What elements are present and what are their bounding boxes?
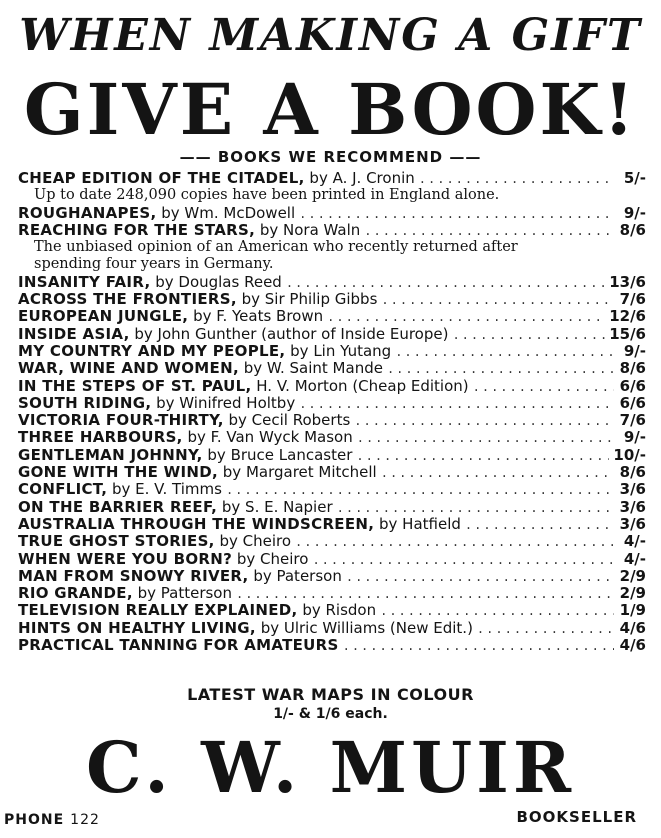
dot-leader [295,534,614,550]
phone-line [4,812,100,828]
book-price: 13/6 [609,273,646,291]
book-row [18,412,646,429]
dot-leader [465,517,614,533]
book-title: HINTS ON HEALTHY LIVING, [18,619,256,637]
book-author: by F. Van Wyck Mason [182,429,353,447]
book-price: 1/9 [619,602,646,620]
book-row [18,568,646,585]
book-title: MY COUNTRY AND MY PEOPLE, [18,342,286,360]
book-title: INSANITY FAIR, [18,273,151,291]
headline-give-a-book: GIVE A BOOK! [23,68,638,151]
book-title: TELEVISION REALLY EXPLAINED, [18,602,298,620]
dot-leader [452,327,605,343]
dot-leader [236,586,614,602]
book-author: by F. Yeats Brown [188,308,324,326]
book-price: 9/- [623,429,646,447]
book-price: 15/6 [609,325,646,343]
book-row [18,551,646,568]
book-author: by Nora Waln [255,221,361,239]
book-title: WAR, WINE AND WOMEN, [18,360,239,378]
book-price: 4/- [623,550,646,568]
book-price: 7/6 [619,291,646,309]
book-row [18,585,646,602]
dot-leader [337,500,614,516]
book-row [18,602,646,619]
book-title: ACROSS THE FRONTIERS, [18,291,237,309]
book-title: CHEAP EDITION OF THE CITADEL, [18,170,305,187]
book-row [18,637,646,654]
book-price: 3/6 [619,498,646,516]
book-title: ON THE BARRIER REEF, [18,498,218,516]
book-author: by Risdon [297,602,377,620]
book-title: THREE HARBOURS, [18,429,183,447]
book-price: 7/6 [619,412,646,430]
dot-leader [473,379,614,395]
dot-leader [299,396,614,412]
book-row [18,274,646,291]
book-row [18,533,646,550]
books-we-recommend-heading: —— BOOKS WE RECOMMEND —— [179,148,482,166]
dot-leader [364,223,614,239]
book-title: AUSTRALIA THROUGH THE WINDSCREEN, [18,515,375,533]
dot-leader [381,465,614,481]
book-author: by Ulric Williams (New Edit.) [255,619,473,637]
book-price: 2/9 [619,567,646,585]
book-price: 8/6 [619,221,646,239]
trade-label: BOOKSELLER [516,808,637,826]
book-row [18,326,646,343]
book-row [18,378,646,395]
book-note: The unbiased opinion of an American who recently returned after [34,239,518,256]
dot-leader [226,482,614,498]
dot-leader [299,206,614,222]
dot-leader [346,569,614,585]
book-title: REACHING FOR THE STARS, [18,221,256,239]
book-price: 10/- [613,446,646,464]
book-title: CONFLICT, [18,481,108,499]
book-row [18,516,646,533]
book-price: 3/6 [619,481,646,499]
book-row [18,395,646,412]
book-title: RIO GRANDE, [18,585,133,603]
war-maps-heading: LATEST WAR MAPS IN COLOUR [187,685,474,704]
book-author: by Sir Philip Gibbs [236,291,378,309]
book-row [18,170,646,187]
book-author: by Cecil Roberts [223,412,351,430]
book-title: INSIDE ASIA, [18,325,130,343]
book-price: 8/6 [619,464,646,482]
book-title: GONE WITH THE WIND, [18,464,219,482]
phone-number: 122 [70,812,100,828]
book-author: by Bruce Lancaster [202,446,353,464]
book-price: 4/6 [619,637,646,655]
book-price: 2/9 [619,585,646,603]
book-title: WHEN WERE YOU BORN? [18,550,233,568]
book-title: ROUGHANAPES, [18,204,157,222]
book-author: by Patterson [132,585,232,603]
book-title: TRUE GHOST STORIES, [18,533,215,551]
war-maps-price: 1/- & 1/6 each. [273,706,388,722]
book-note: Up to date 248,090 copies have been printed in England alone. [34,187,500,204]
phone-label: PHONE [4,812,65,828]
book-title: PRACTICAL TANNING FOR AMATEURS [18,637,339,655]
book-title: VICTORIA FOUR-THIRTY, [18,412,224,430]
book-price: 8/6 [619,360,646,378]
book-row [18,429,646,446]
book-author: by E. V. Timms [107,481,222,499]
book-row [18,205,646,222]
book-title: GENTLEMAN JOHNNY, [18,446,203,464]
book-title: IN THE STEPS OF ST. PAUL, [18,377,252,395]
book-row [18,291,646,308]
book-author: by Winifred Holtby [151,394,296,412]
book-title: MAN FROM SNOWY RIVER, [18,567,249,585]
book-row [18,360,646,377]
dot-leader [286,275,605,291]
book-row [18,481,646,498]
book-author: by Wm. McDowell [156,204,296,222]
book-list [18,170,646,654]
book-title: EUROPEAN JUNGLE, [18,308,189,326]
shop-name: C. W. MUIR [85,726,576,809]
book-title: SOUTH RIDING, [18,394,152,412]
dot-leader [354,413,614,429]
book-row [18,222,646,239]
dot-leader [419,171,614,187]
book-author: by Cheiro [232,550,309,568]
book-author: by W. Saint Mande [238,360,383,378]
dot-leader [343,638,614,654]
book-row [18,308,646,325]
book-price: 6/6 [619,377,646,395]
dot-leader [312,552,614,568]
book-author: by Margaret Mitchell [218,464,377,482]
book-price: 4/- [623,533,646,551]
book-author: by S. E. Napier [217,498,333,516]
dot-leader [380,603,614,619]
book-row [18,343,646,360]
book-row [18,447,646,464]
book-row [18,499,646,516]
book-row [18,464,646,481]
dot-leader [395,344,614,360]
book-author: H. V. Morton (Cheap Edition) [251,377,469,395]
book-price: 12/6 [609,308,646,326]
dot-leader [357,430,614,446]
dot-leader [381,292,614,308]
book-row [18,620,646,637]
book-author: by Cheiro [214,533,291,551]
book-author: by Douglas Reed [150,273,282,291]
book-price: 4/6 [619,619,646,637]
book-author: by A. J. Cronin [304,170,415,187]
book-price: 9/- [623,204,646,222]
book-price: 6/6 [619,394,646,412]
dot-leader [477,621,614,637]
book-price: 5/- [623,170,646,187]
headline-when-making-a-gift: WHEN MAKING A GIFT [19,10,642,61]
book-price: 9/- [623,342,646,360]
book-author: by Paterson [248,567,342,585]
book-author: by Hatfield [374,515,461,533]
dot-leader [387,361,614,377]
book-author: by Lin Yutang [285,342,392,360]
dot-leader [356,448,609,464]
book-author: by John Gunther (author of Inside Europe) [129,325,449,343]
book-note: spending four years in Germany. [34,256,274,273]
book-price: 3/6 [619,515,646,533]
dot-leader [327,309,605,325]
